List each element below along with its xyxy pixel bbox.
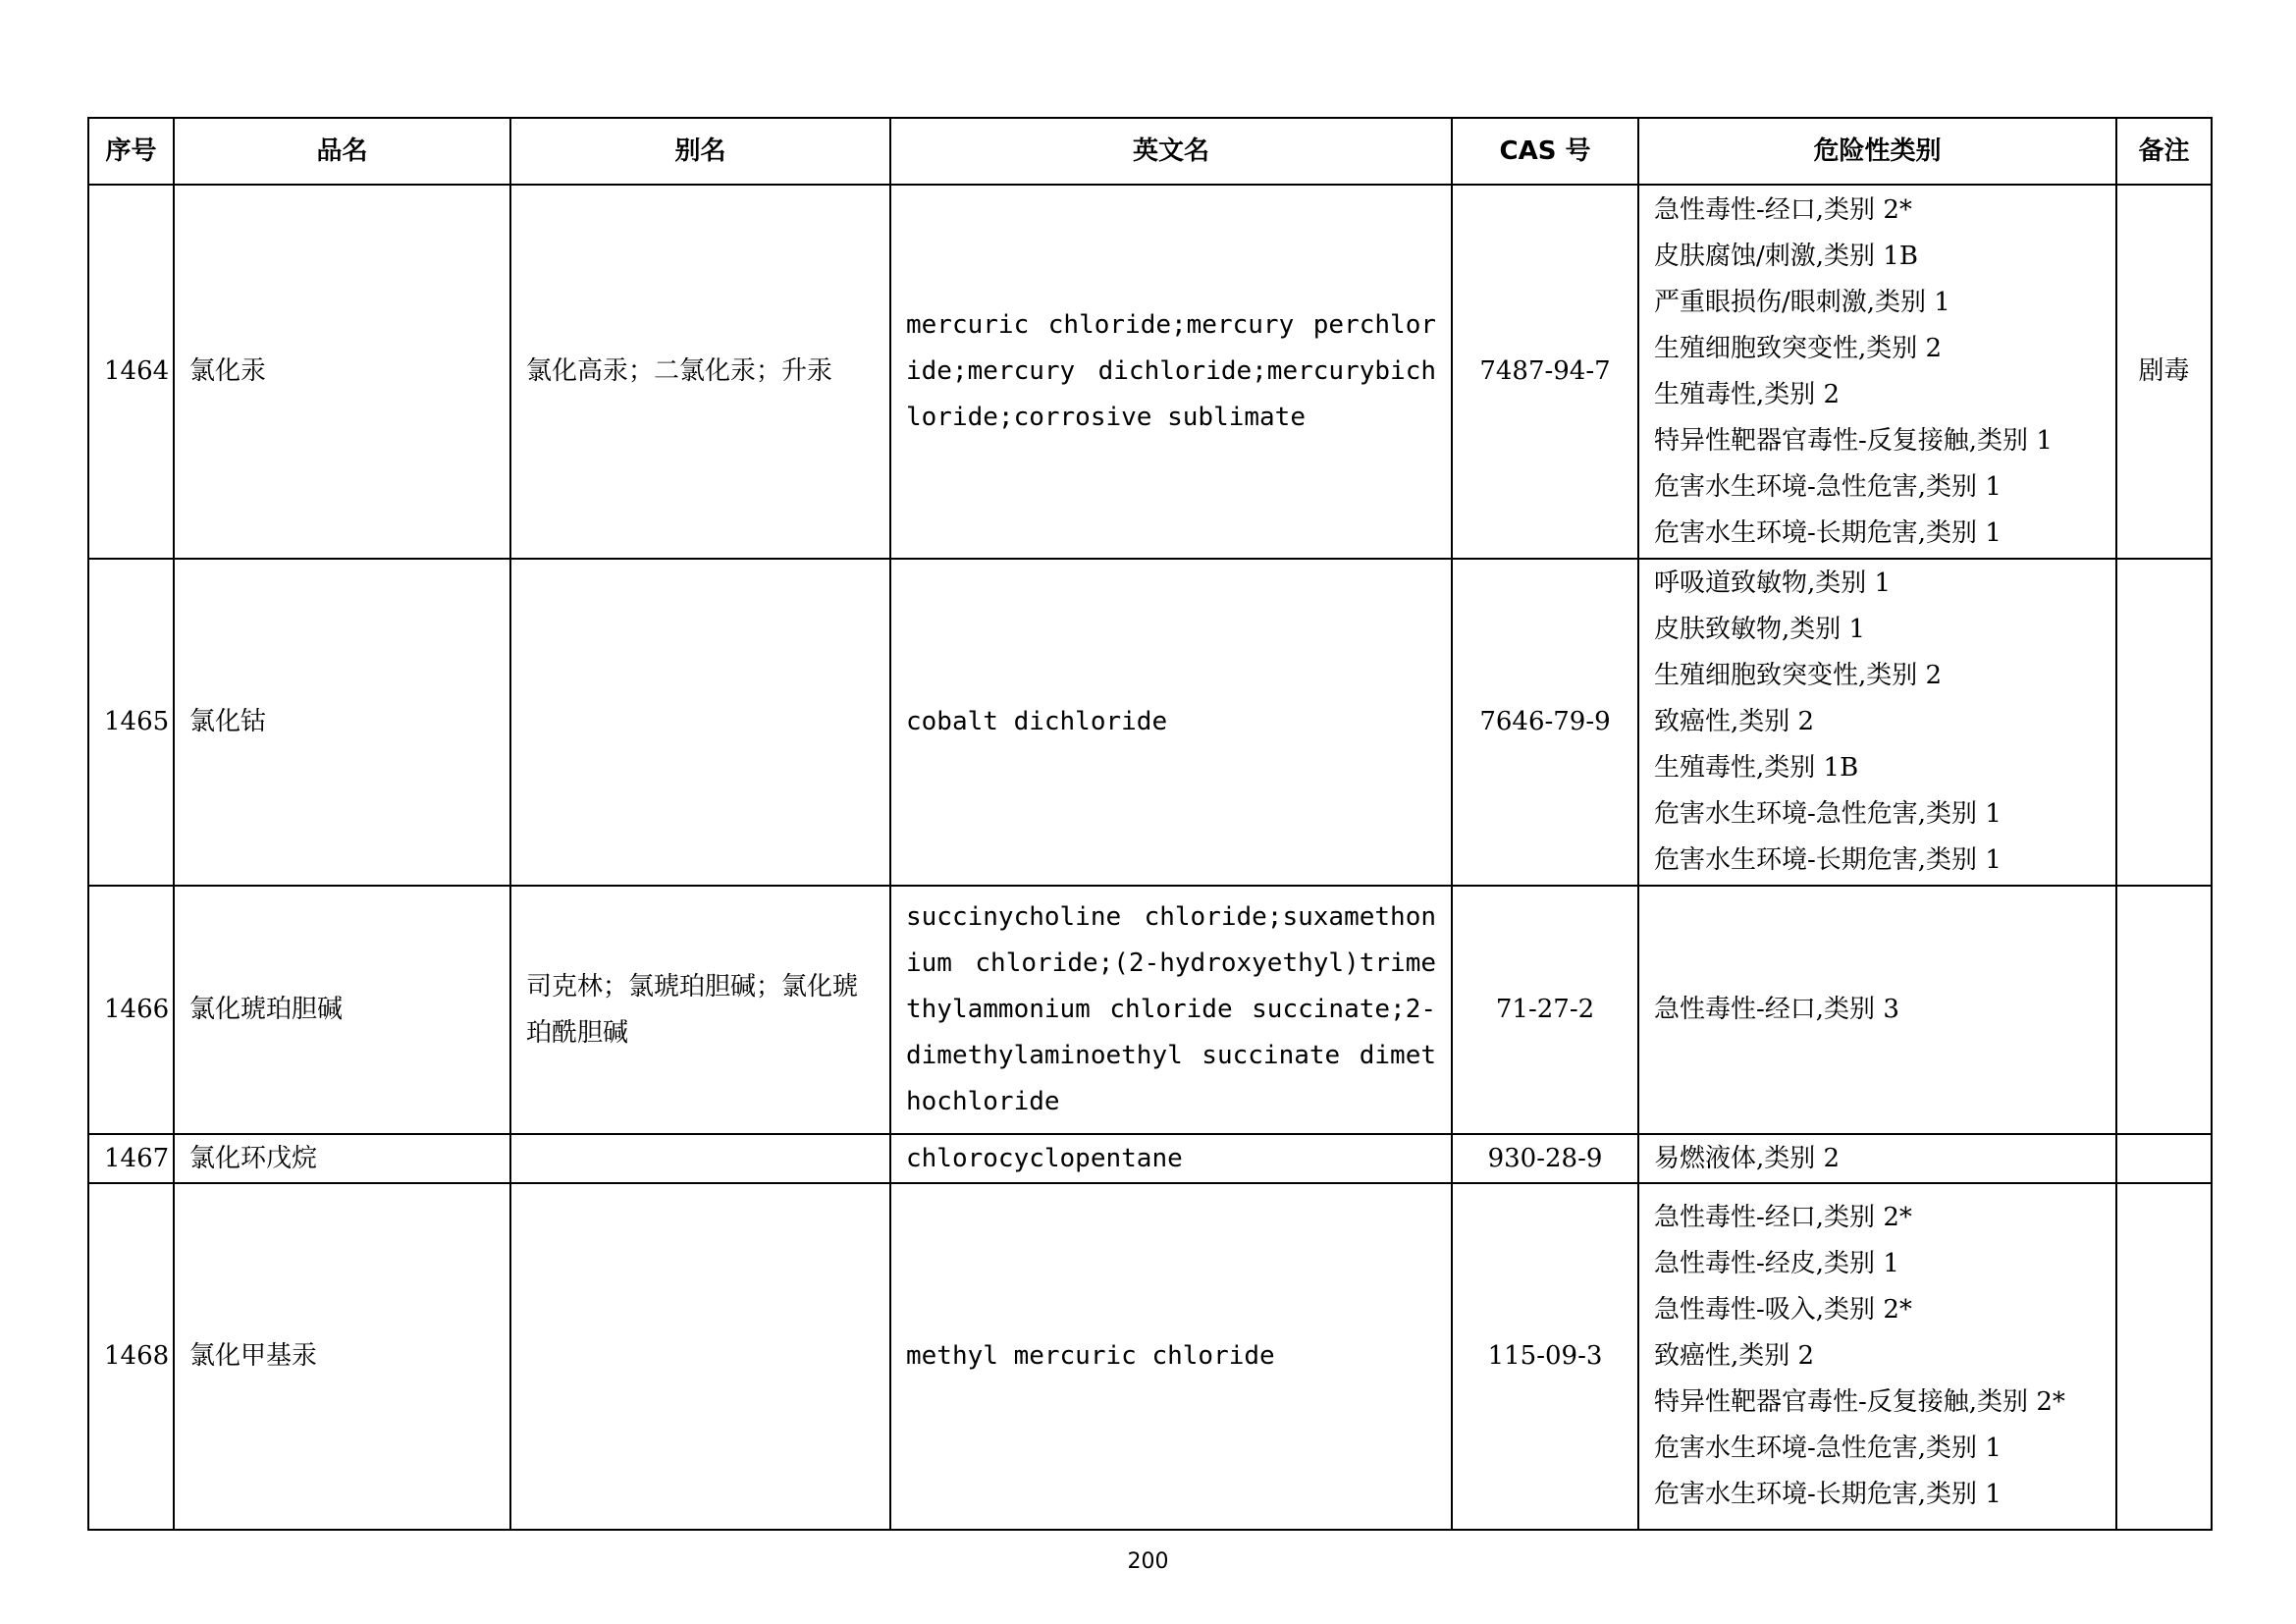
- table-row: [88, 185, 2212, 559]
- cell-alias: [510, 559, 890, 886]
- header-cas: CAS 号: [1452, 118, 1638, 185]
- hazard-line: 危害水生环境-长期危害,类别 1: [1654, 517, 2002, 548]
- cell-name: 氯化琥珀胆碱: [174, 886, 510, 1134]
- cell-cas: 115-09-3: [1452, 1183, 1638, 1530]
- hazard-line: 危害水生环境-长期危害,类别 1: [1654, 1480, 2002, 1509]
- cell-english-name: succinycholine chloride;suxamethonium chloride;(2-hydroxyethyl)trimethylammonium chloride succinate;2-dimethylaminoethyl succinate dimethochloride: [890, 886, 1452, 1134]
- hazard-line: 生殖毒性,类别 1B: [1654, 753, 1859, 783]
- hazard-line: 急性毒性-吸入,类别 2*: [1654, 1295, 1912, 1325]
- hazard-line: 特异性靶器官毒性-反复接触,类别 2*: [1654, 1387, 2065, 1417]
- hazard-line: 生殖细胞致突变性,类别 2: [1654, 333, 1943, 363]
- table-row: [88, 1134, 2212, 1183]
- cell-no: 1465: [88, 559, 174, 886]
- table-row: [88, 1183, 2212, 1530]
- hazardous-chemicals-table: [87, 117, 2213, 1531]
- cell-cas: 71-27-2: [1452, 886, 1638, 1134]
- hazard-line: 致癌性,类别 2: [1654, 707, 1815, 736]
- hazard-line: 呼吸道致敏物,类别 1: [1654, 568, 1892, 598]
- table-header: [88, 118, 2212, 185]
- table-row: [88, 559, 2212, 886]
- cell-alias: [510, 1183, 890, 1530]
- hazard-line: 危害水生环境-急性危害,类别 1: [1654, 799, 2002, 829]
- cell-no: 1467: [88, 1134, 174, 1183]
- page-number: 200: [1127, 1549, 1169, 1574]
- hazard-line: 急性毒性-经口,类别 2*: [1654, 194, 1912, 225]
- hazard-line: 易燃液体,类别 2: [1654, 1143, 1841, 1173]
- cell-alias: 氯化高汞；二氯化汞；升汞: [510, 185, 890, 559]
- header-no: 序号: [88, 118, 174, 185]
- cell-english-name: chlorocyclopentane: [890, 1134, 1452, 1183]
- header-alias: 别名: [510, 118, 890, 185]
- cell-name: 氯化钴: [174, 559, 510, 886]
- cell-hazard-list: [1638, 1183, 2116, 1530]
- cell-hazard-list: [1638, 1134, 2116, 1183]
- cell-note: 剧毒: [2116, 185, 2212, 559]
- header-hazard-class: 危险性类别: [1638, 118, 2116, 185]
- table-body: [88, 185, 2212, 1530]
- hazard-line: 致癌性,类别 2: [1654, 1341, 1815, 1371]
- hazard-line: 严重眼损伤/眼刺激,类别 1: [1654, 287, 1950, 317]
- cell-hazard-list: [1638, 886, 2116, 1134]
- cell-cas: 7646-79-9: [1452, 559, 1638, 886]
- cell-english-name: mercuric chloride;mercury perchloride;mercury dichloride;mercurybichloride;corrosive sublimate: [890, 185, 1452, 559]
- hazard-line: 危害水生环境-急性危害,类别 1: [1654, 1434, 2002, 1463]
- hazard-line: 急性毒性-经口,类别 2*: [1654, 1203, 1912, 1232]
- cell-english-name: cobalt dichloride: [890, 559, 1452, 886]
- cell-note: [2116, 1134, 2212, 1183]
- hazard-line: 急性毒性-经皮,类别 1: [1654, 1249, 1899, 1278]
- header-note: 备注: [2116, 118, 2212, 185]
- hazard-line: 急性毒性-经口,类别 3: [1654, 995, 1899, 1024]
- cell-english-name: methyl mercuric chloride: [890, 1183, 1452, 1530]
- cell-name: 氯化甲基汞: [174, 1183, 510, 1530]
- cell-cas: 930-28-9: [1452, 1134, 1638, 1183]
- hazard-line: 皮肤致敏物,类别 1: [1654, 615, 1866, 644]
- header-name: 品名: [174, 118, 510, 185]
- cell-cas: 7487-94-7: [1452, 185, 1638, 559]
- cell-hazard-list: [1638, 185, 2116, 559]
- table-row: [88, 886, 2212, 1134]
- header-row: [88, 118, 2212, 185]
- hazard-line: 生殖毒性,类别 2: [1654, 379, 1841, 409]
- cell-hazard-list: [1638, 559, 2116, 886]
- header-english-name: 英文名: [890, 118, 1452, 185]
- hazard-line: 特异性靶器官毒性-反复接触,类别 1: [1654, 425, 2053, 456]
- cell-name: 氯化环戊烷: [174, 1134, 510, 1183]
- cell-note: [2116, 1183, 2212, 1530]
- cell-note: [2116, 886, 2212, 1134]
- cell-alias: 司克林；氯琥珀胆碱；氯化琥珀酰胆碱: [510, 886, 890, 1134]
- cell-no: 1466: [88, 886, 174, 1134]
- cell-no: 1468: [88, 1183, 174, 1530]
- hazard-line: 皮肤腐蚀/刺激,类别 1B: [1654, 241, 1918, 271]
- hazard-line: 危害水生环境-急性危害,类别 1: [1654, 471, 2002, 502]
- cell-alias: [510, 1134, 890, 1183]
- hazard-line: 危害水生环境-长期危害,类别 1: [1654, 845, 2002, 875]
- cell-name: 氯化汞: [174, 185, 510, 559]
- cell-note: [2116, 559, 2212, 886]
- cell-no: 1464: [88, 185, 174, 559]
- hazard-line: 生殖细胞致突变性,类别 2: [1654, 661, 1943, 690]
